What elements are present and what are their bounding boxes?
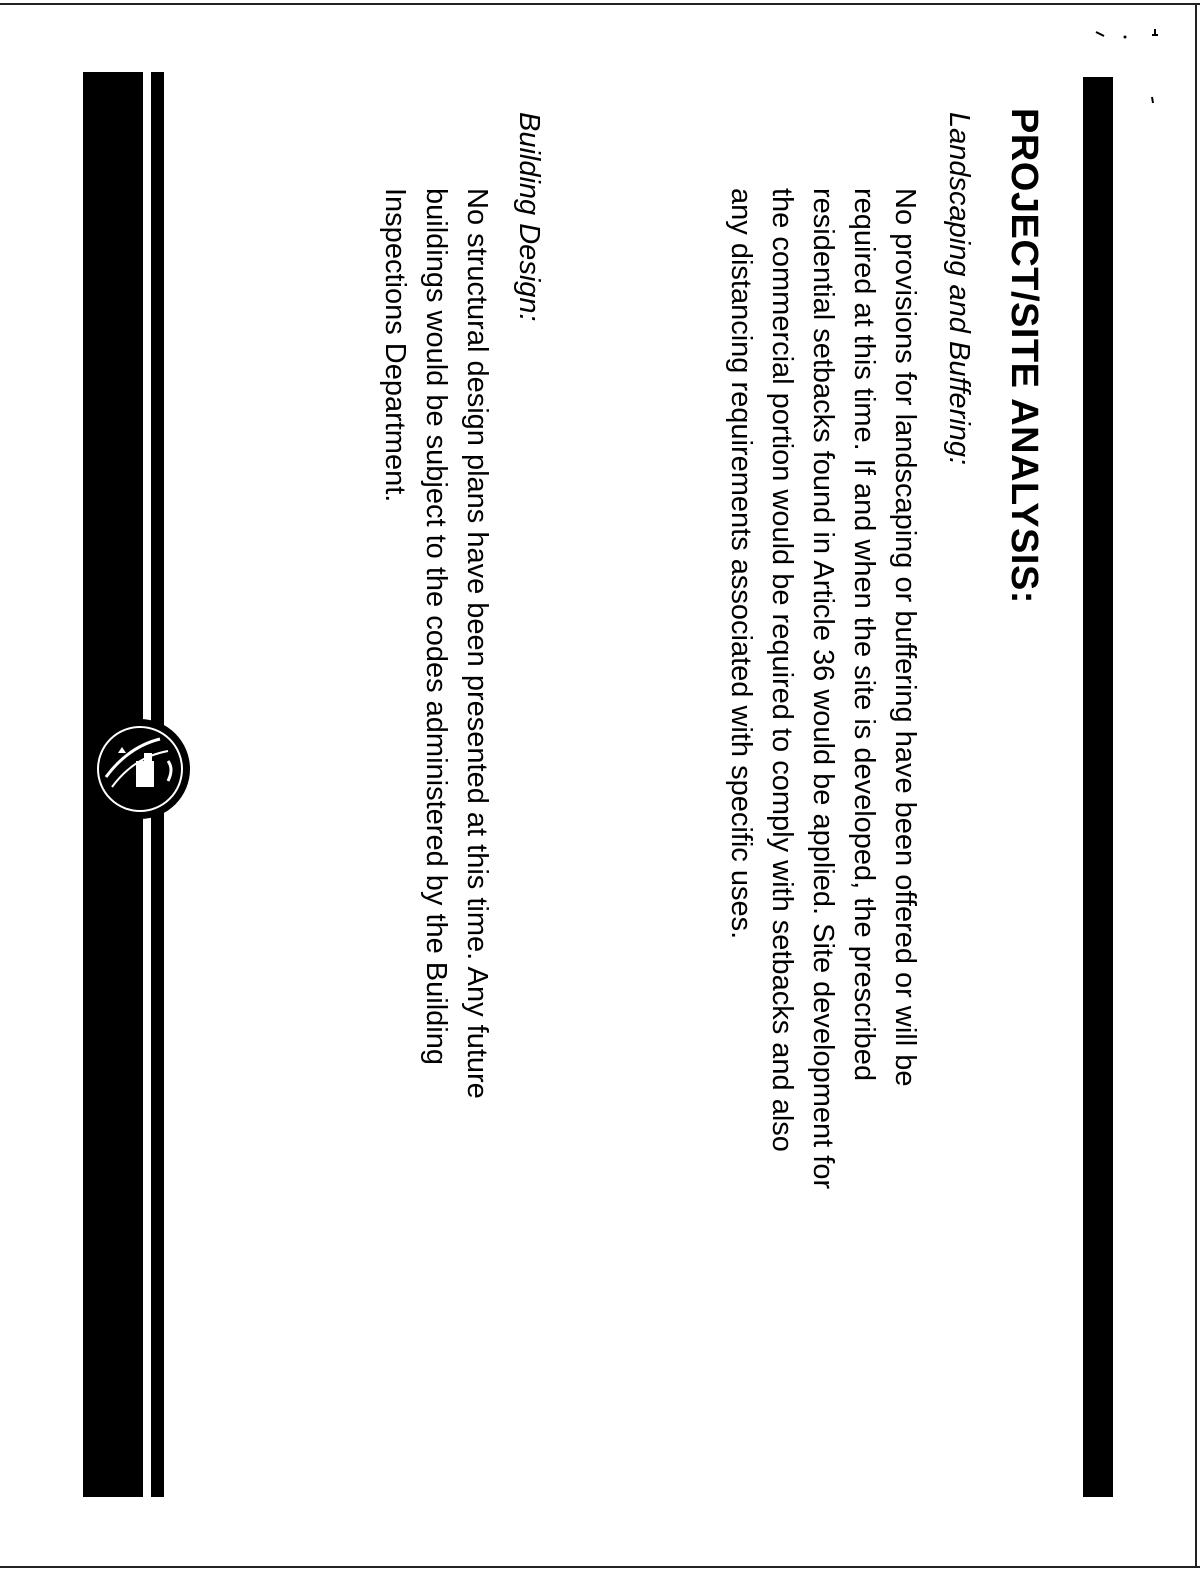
section-heading-landscaping: Landscaping and Buffering: (943, 112, 975, 466)
body-line: No provisions for landscaping or buffering have been offered or will be (889, 188, 921, 1087)
body-line: Inspections Department. (379, 188, 411, 503)
slide-border-bar-right (1083, 77, 1113, 1497)
body-line: required at this time. If and when the site is developed, the prescribed (848, 188, 880, 1082)
city-seal-icon (88, 717, 192, 821)
section-heading-building-design: Building Design: (513, 112, 545, 322)
body-line: the commercial portion would be required to comply with setbacks and also (766, 188, 798, 1152)
body-line: buildings would be subject to the codes administered by the Building (420, 188, 452, 1065)
scan-edge-right (1195, 3, 1197, 1567)
scan-edge-bottom (0, 1566, 1200, 1568)
section-body-landscaping (720, 188, 925, 1388)
body-line: residential setbacks found in Article 36 would be applied. Site development for (807, 188, 839, 1190)
section-body-building-design (374, 188, 497, 1388)
slide-title: PROJECT/SITE ANALYSIS: (1003, 108, 1045, 604)
slide-content (365, 108, 1045, 1468)
scan-edge-top (0, 3, 1200, 5)
body-line: any distancing requirements associated with specific uses. (725, 188, 757, 940)
body-line: No structural design plans have been presented at this time. Any future (461, 188, 493, 1099)
